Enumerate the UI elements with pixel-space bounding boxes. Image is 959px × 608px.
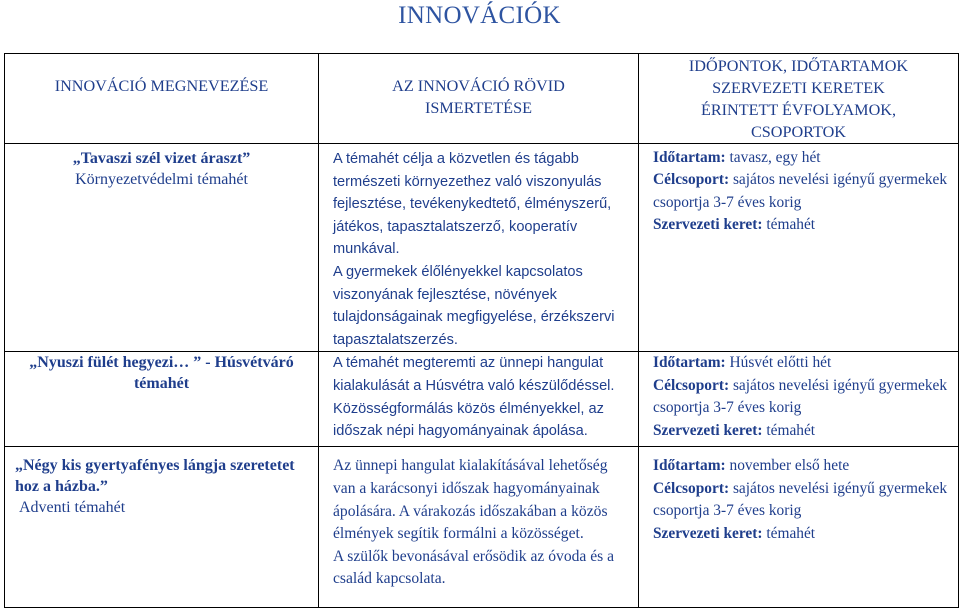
org-frame-value: témahét <box>766 524 816 542</box>
target-group-value: sajátos nevelési igényű gyermekek csoportja 3-7 éves korig <box>653 171 948 211</box>
table-row <box>5 352 959 447</box>
table-row <box>5 447 959 608</box>
page-title: INNOVÁCIÓK <box>398 2 561 29</box>
duration-value: Húsvét előtti hét <box>729 354 832 372</box>
innovation-description-cell <box>319 447 639 608</box>
target-group-label: Célcsoport: <box>653 376 730 394</box>
duration-value: tavasz, egy hét <box>729 149 821 166</box>
innovation-info-cell <box>639 447 959 608</box>
innovation-name-subtitle: Adventi témahét <box>19 499 126 517</box>
innovation-name-title: „Nyuszi fülét hegyezi… ” - Húsvétváró <box>29 354 294 372</box>
innovation-name-subtitle: Környezetvédelmi témahét <box>75 171 248 188</box>
org-frame-value: témahét <box>766 421 816 439</box>
target-group-label: Célcsoport: <box>653 171 730 189</box>
table-header-row <box>5 54 959 144</box>
innovation-description-cell <box>319 144 639 352</box>
innovation-name-subtitle: témahét <box>133 375 190 393</box>
innovation-info-cell <box>639 352 959 447</box>
header-times-frames: IDŐPONTOK, IDŐTARTAMOK SZERVEZETI KERETEK ÉRINTETT ÉVFOLYAMOK, CSOPORTOK <box>639 54 959 144</box>
duration-label: Időtartam: <box>653 354 726 372</box>
target-group-value: sajátos nevelési igényű gyermekek csoportja 3-7 éves korig <box>653 376 948 417</box>
description-paragraph: A témahét megteremti az ünnepi hangulat kialakulását a Húsvétra való készülődéssel. Közösségformálás közös élményekkel, az időszak népi hagyományainak ápolása. <box>333 355 615 440</box>
innovations-table <box>4 53 959 608</box>
target-group-value: sajátos nevelési igényű gyermekek csoportja 3-7 éves korig <box>653 479 948 520</box>
innovation-name-title: „Tavaszi szél vizet áraszt” <box>72 150 251 167</box>
description-paragraph: A gyermekek élőlényekkel kapcsolatos viszonyának fejlesztése, növények tulajdonságainak megfigyelése, érzékszervi tapasztalatszerzés. <box>333 263 615 348</box>
description-paragraph: A szülők bevonásával erősödik az óvoda és a család kapcsolata. <box>333 547 615 588</box>
header-innovation-name: INNOVÁCIÓ MEGNEVEZÉSE <box>5 54 319 144</box>
duration-label: Időtartam: <box>653 457 726 475</box>
header-innovation-description: AZ INNOVÁCIÓ RÖVID ISMERTETÉSE <box>319 54 639 144</box>
innovation-name-title: „Négy kis gyertyafényes lángja szeretetet hoz a házba.” <box>15 457 295 496</box>
org-frame-label: Szervezeti keret: <box>653 216 763 234</box>
org-frame-label: Szervezeti keret: <box>653 421 763 439</box>
org-frame-label: Szervezeti keret: <box>653 524 763 542</box>
table-row <box>5 144 959 352</box>
org-frame-value: témahét <box>766 216 816 234</box>
innovation-name-cell <box>5 144 319 352</box>
target-group-label: Célcsoport: <box>653 479 730 497</box>
innovation-description-cell <box>319 352 639 447</box>
duration-label: Időtartam: <box>653 149 726 166</box>
innovation-name-cell <box>5 447 319 608</box>
duration-value: november első hete <box>729 457 850 475</box>
description-paragraph: Az ünnepi hangulat kialakításával lehetőség van a karácsonyi időszak hagyományainak ápolására. A várakozás időszakában a közös élmények segítik formálni a közösséget. <box>333 457 608 543</box>
innovation-info-cell <box>639 144 959 352</box>
innovation-name-cell <box>5 352 319 447</box>
description-paragraph: A témahét célja a közvetlen és tágabb természeti környezethez való viszonyulás fejlesztése, tevékenykedtető, élményszerű, játékos, tapasztalatszerző, kooperatív munkával. <box>333 151 612 258</box>
